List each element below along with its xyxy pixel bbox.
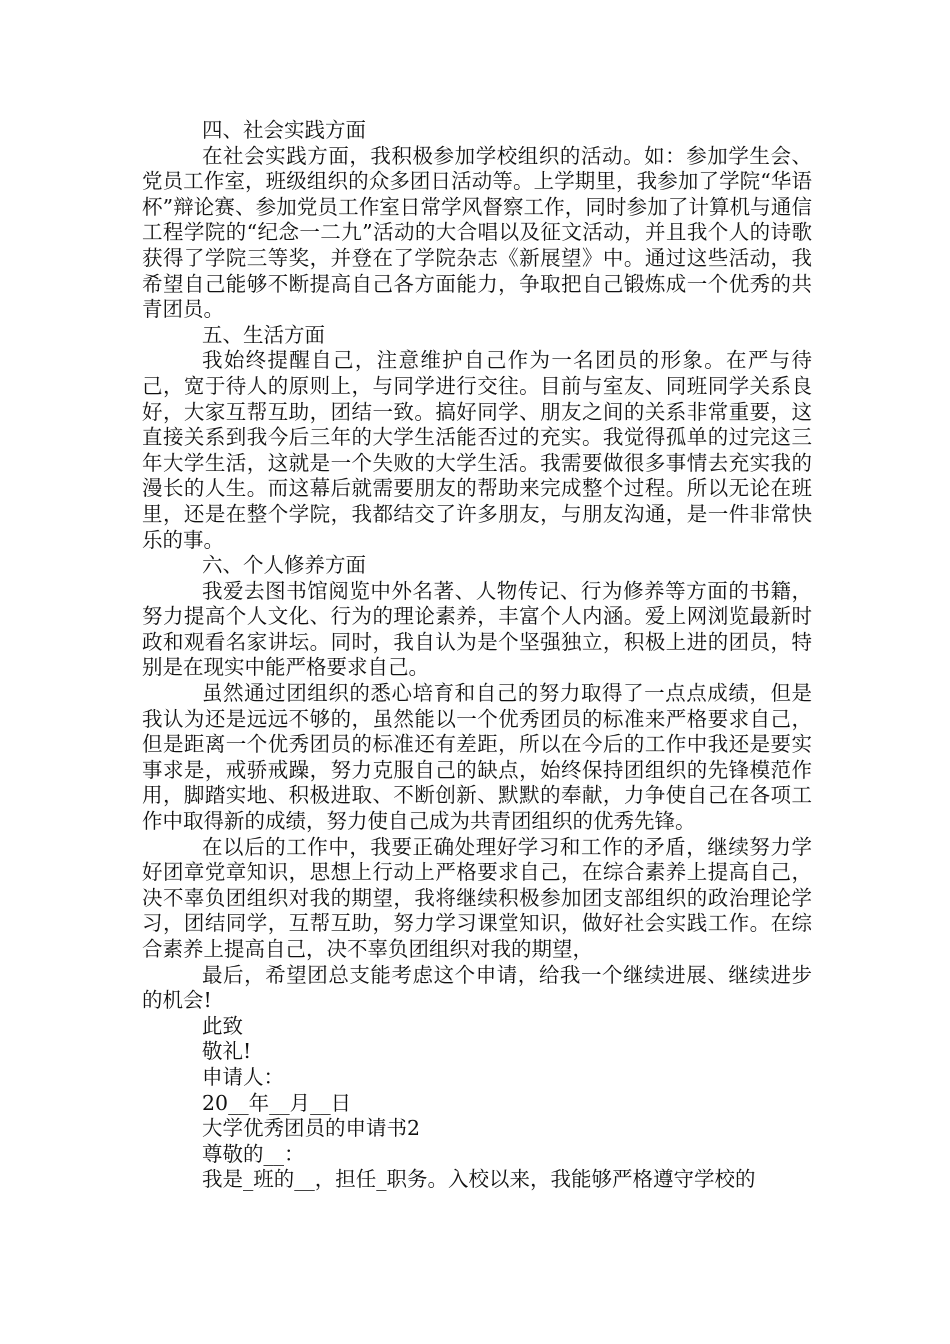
next-document-greeting: 尊敬的__： [202,1141,305,1166]
paragraph-achievements: 虽然通过团组织的悉心培育和自己的努力取得了一点点成绩，但是我认为还是远远不够的，虽然能以一个优秀团员的标准来严格要求自己，但是距离一个优秀团员的标准还有差距，所以在今后的工作中我还是要实事求是，戒骄戒躁，努力克服自己的缺点，始终保持团组织的先锋模范作用，脚踏实地、积极进取、不断创新、默默的奉献，力争使自己在各项工作中取得新的成绩，努力使自己成为共青团组织的优秀先锋。 [142,681,812,834]
applicant-label: 申请人： [202,1064,284,1089]
section-heading-social-practice: 四、社会实践方面 [202,118,366,142]
paragraph-social-practice: 在社会实践方面，我积极参加学校组织的活动。如：参加学生会、党员工作室，班级组织的众多团日活动等。上学期里，我参加了学院“华语杯”辩论赛、参加党员工作室日常学风督察工作，同时参加了计算机与通信工程学院的“纪念一二九”活动的大合唱以及征文活动，并且我个人的诗歌获得了学院三等奖，并登在了学院杂志《新展望》中。通过这些活动，我希望自己能够不断提高自己各方面能力，争取把自己锻炼成一个优秀的共青团员。 [142,143,812,322]
document-body [142,118,812,1193]
paragraph-closing: 最后，希望团总支能考虑这个申请，给我一个继续进展、继续进步的机会! [142,962,812,1013]
paragraph-personal-cultivation: 我爱去图书馆阅览中外名著、人物传记、行为修养等方面的书籍，努力提高个人文化、行为的理论素养，丰富个人内涵。爱上网浏览最新时政和观看名家讲坛。同时，我自认为是个坚强独立，积极上进的团员，特别是在现实中能严格要求自己。 [142,578,812,680]
next-document-first-line: 我是_班的__，担任_职务。入校以来，我能够严格遵守学校的 [202,1167,756,1192]
date-line: 20__年__月__日 [202,1090,352,1115]
section-heading-life: 五、生活方面 [202,322,325,347]
paragraph-life: 我始终提醒自己，注意维护自己作为一名团员的形象。在严与待己，宽于待人的原则上，与同学进行交往。目前与室友、同班同学关系良好，大家互帮互助，团结一致。搞好同学、朋友之间的关系非常重要，这直接关系到我今后三年的大学生活能否过的充实。我觉得孤单的过完这三年大学生活，这就是一个失败的大学生活。我需要做很多事情去充实我的漫长的人生。而这幕后就需要朋友的帮助来完成整个过程。所以无论在班里，还是在整个学院，我都结交了许多朋友，与朋友沟通，是一件非常快乐的事。 [142,348,812,552]
salutation-jing-li: 敬礼! [202,1039,252,1064]
section-heading-personal-cultivation: 六、个人修养方面 [202,553,366,578]
salutation-ci-zhi: 此致 [202,1013,243,1038]
next-document-title: 大学优秀团员的申请书2 [202,1116,421,1141]
paragraph-future-work: 在以后的工作中，我要正确处理好学习和工作的矛盾，继续努力学好团章党章知识，思想上行动上严格要求自己，在综合素养上提高自己，决不辜负团组织对我的期望，我将继续积极参加团支部组织的政治理论学习，团结同学，互帮互助，努力学习课堂知识，做好社会实践工作。在综合素养上提高自己，决不辜负团组织对我的期望， [142,834,812,961]
